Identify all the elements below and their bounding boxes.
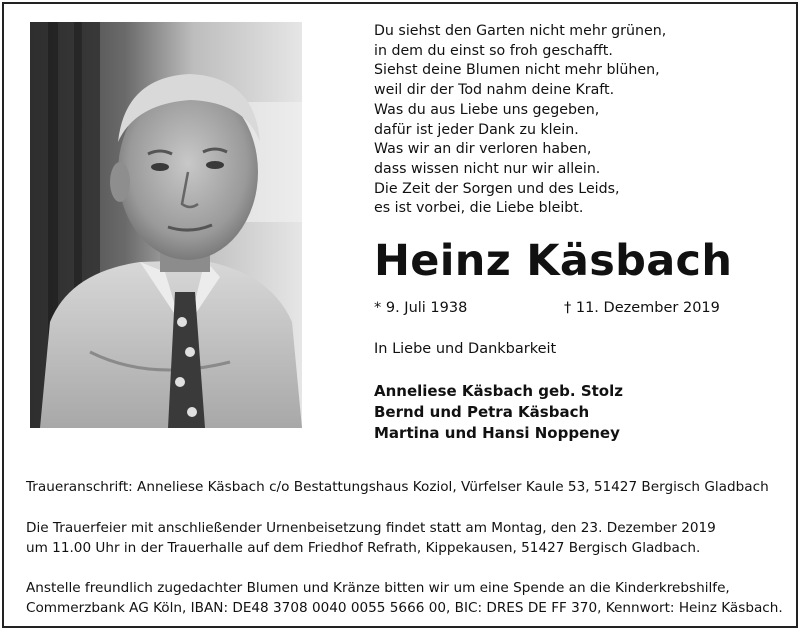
ceremony-line: um 11.00 Uhr in der Trauerhalle auf dem Friedhof Refrath, Kippekausen, 51427 Bergisch Gladbach. (26, 540, 701, 556)
death-date: † 11. Dezember 2019 (564, 300, 720, 316)
donation-line: Anstelle freundlich zugedachter Blumen und Kränze bitten wir um eine Spende an die Kinderkrebshilfe, (26, 580, 730, 596)
poem-line: dafür ist jeder Dank zu klein. (374, 121, 579, 138)
memorial-poem (374, 22, 704, 219)
birth-date: * 9. Juli 1938 (374, 300, 468, 316)
poem-line: Was du aus Liebe uns gegeben, (374, 101, 600, 118)
mourners-list (374, 381, 623, 444)
deceased-name: Heinz Käsbach (374, 236, 733, 286)
portrait-image (30, 22, 302, 428)
mourner-name: Martina und Hansi Noppeney (374, 424, 620, 442)
obituary-notice (2, 2, 798, 628)
ceremony-line: Die Trauerfeier mit anschließender Urnenbeisetzung findet statt am Montag, den 23. Dezember 2019 (26, 520, 716, 536)
donation-line: Commerzbank AG Köln, IBAN: DE48 3708 0040 0055 5666 00, BIC: DRES DE FF 370, Kennwort: Heinz Käsbach. (26, 600, 783, 616)
donation-info (26, 578, 786, 618)
poem-line: Siehst deine Blumen nicht mehr blühen, (374, 62, 660, 79)
poem-line: dass wissen nicht nur wir allein. (374, 160, 601, 177)
mourner-name: Anneliese Käsbach geb. Stolz (374, 382, 623, 400)
ceremony-info (26, 518, 786, 558)
portrait-photo (30, 22, 302, 428)
poem-line: in dem du einst so froh geschafft. (374, 42, 613, 59)
address-line: Traueranschrift: Anneliese Käsbach c/o Bestattungshaus Koziol, Vürfelser Kaule 53, 51427 Bergisch Gladbach (26, 479, 769, 495)
mourner-name: Bernd und Petra Käsbach (374, 403, 590, 421)
poem-line: Was wir an dir verloren haben, (374, 141, 592, 158)
poem-line: Du siehst den Garten nicht mehr grünen, (374, 23, 667, 39)
poem-line: Die Zeit der Sorgen und des Leids, (374, 180, 620, 197)
poem-line: weil dir der Tod nahm deine Kraft. (374, 82, 615, 99)
dedication-text: In Liebe und Dankbarkeit (374, 341, 557, 357)
mourning-address (26, 477, 786, 497)
poem-line: es ist vorbei, die Liebe bleibt. (374, 200, 584, 217)
